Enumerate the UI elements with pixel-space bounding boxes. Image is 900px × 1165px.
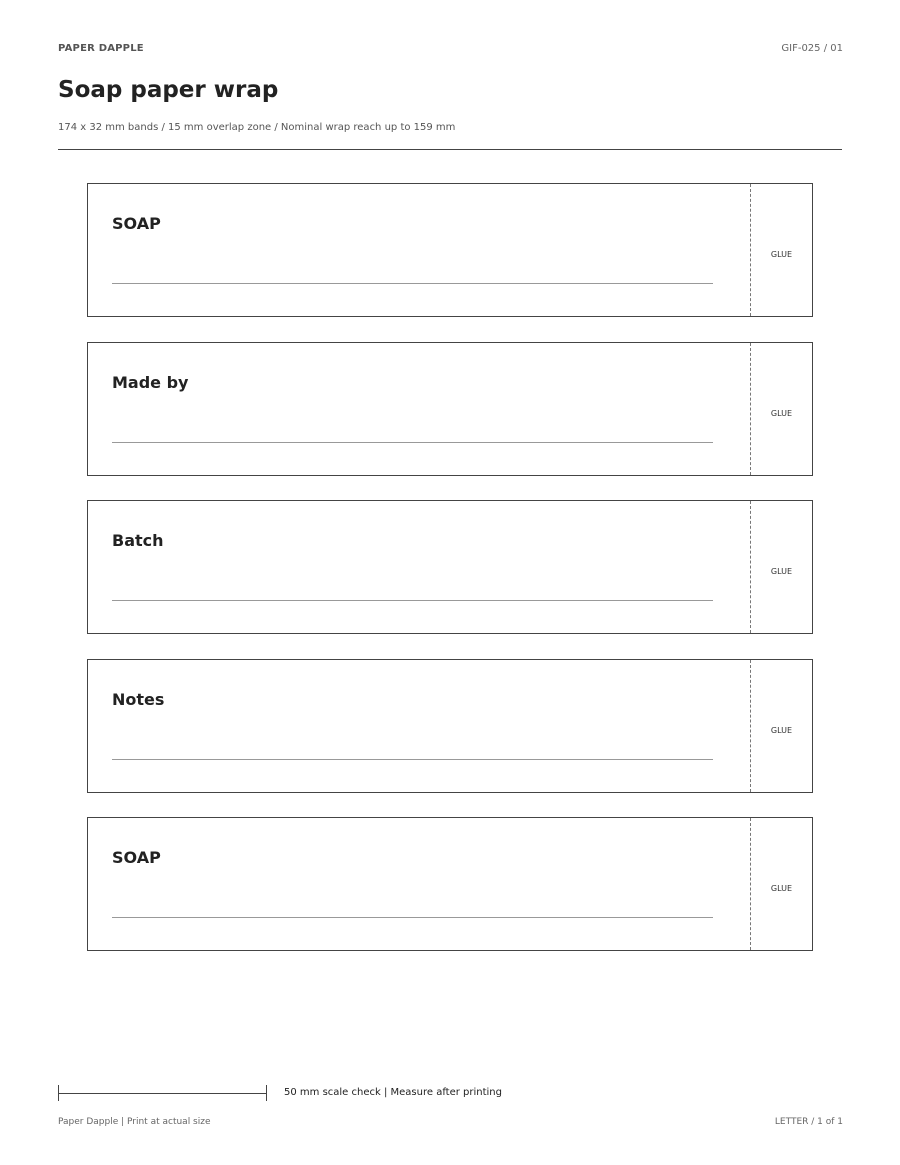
wrap-bands	[87, 183, 813, 976]
glue-label: GLUE	[770, 408, 793, 418]
brand-name: PAPER DAPPLE	[58, 43, 144, 54]
glue-label: GLUE	[770, 884, 793, 893]
page-subtitle: 174 x 32 mm bands / 15 mm overlap zone / Nominal wrap reach up to 159 mm	[58, 122, 456, 133]
header-divider	[58, 149, 842, 150]
scale-check-bar	[58, 1085, 267, 1101]
band-label: Batch	[112, 531, 164, 550]
wrap-band	[87, 342, 813, 476]
write-line	[112, 442, 713, 443]
glue-label: GLUE	[770, 567, 793, 576]
footer-page-info: LETTER / 1 of 1	[774, 1117, 843, 1127]
band-label: SOAP	[112, 848, 161, 867]
write-line	[112, 600, 713, 601]
band-label: SOAP	[112, 214, 161, 233]
wrap-band	[87, 183, 813, 317]
footer-credit: Paper Dapple | Print at actual size	[58, 1117, 211, 1127]
glue-label: GLUE	[770, 250, 793, 259]
scale-bar-right-tick	[266, 1085, 267, 1101]
glue-label: GLUE	[770, 725, 793, 735]
wrap-band	[87, 500, 813, 634]
band-label: Notes	[112, 689, 165, 709]
write-line	[112, 917, 713, 918]
scale-bar-line	[58, 1093, 267, 1094]
scale-check-text: 50 mm scale check | Measure after printing	[284, 1087, 502, 1098]
wrap-band	[87, 817, 813, 951]
document-code: GIF-025 / 01	[781, 43, 843, 54]
write-line	[112, 759, 713, 760]
write-line	[112, 283, 713, 284]
band-label: Made by	[112, 372, 189, 392]
wrap-band	[87, 659, 813, 793]
page-title: Soap paper wrap	[58, 77, 279, 103]
